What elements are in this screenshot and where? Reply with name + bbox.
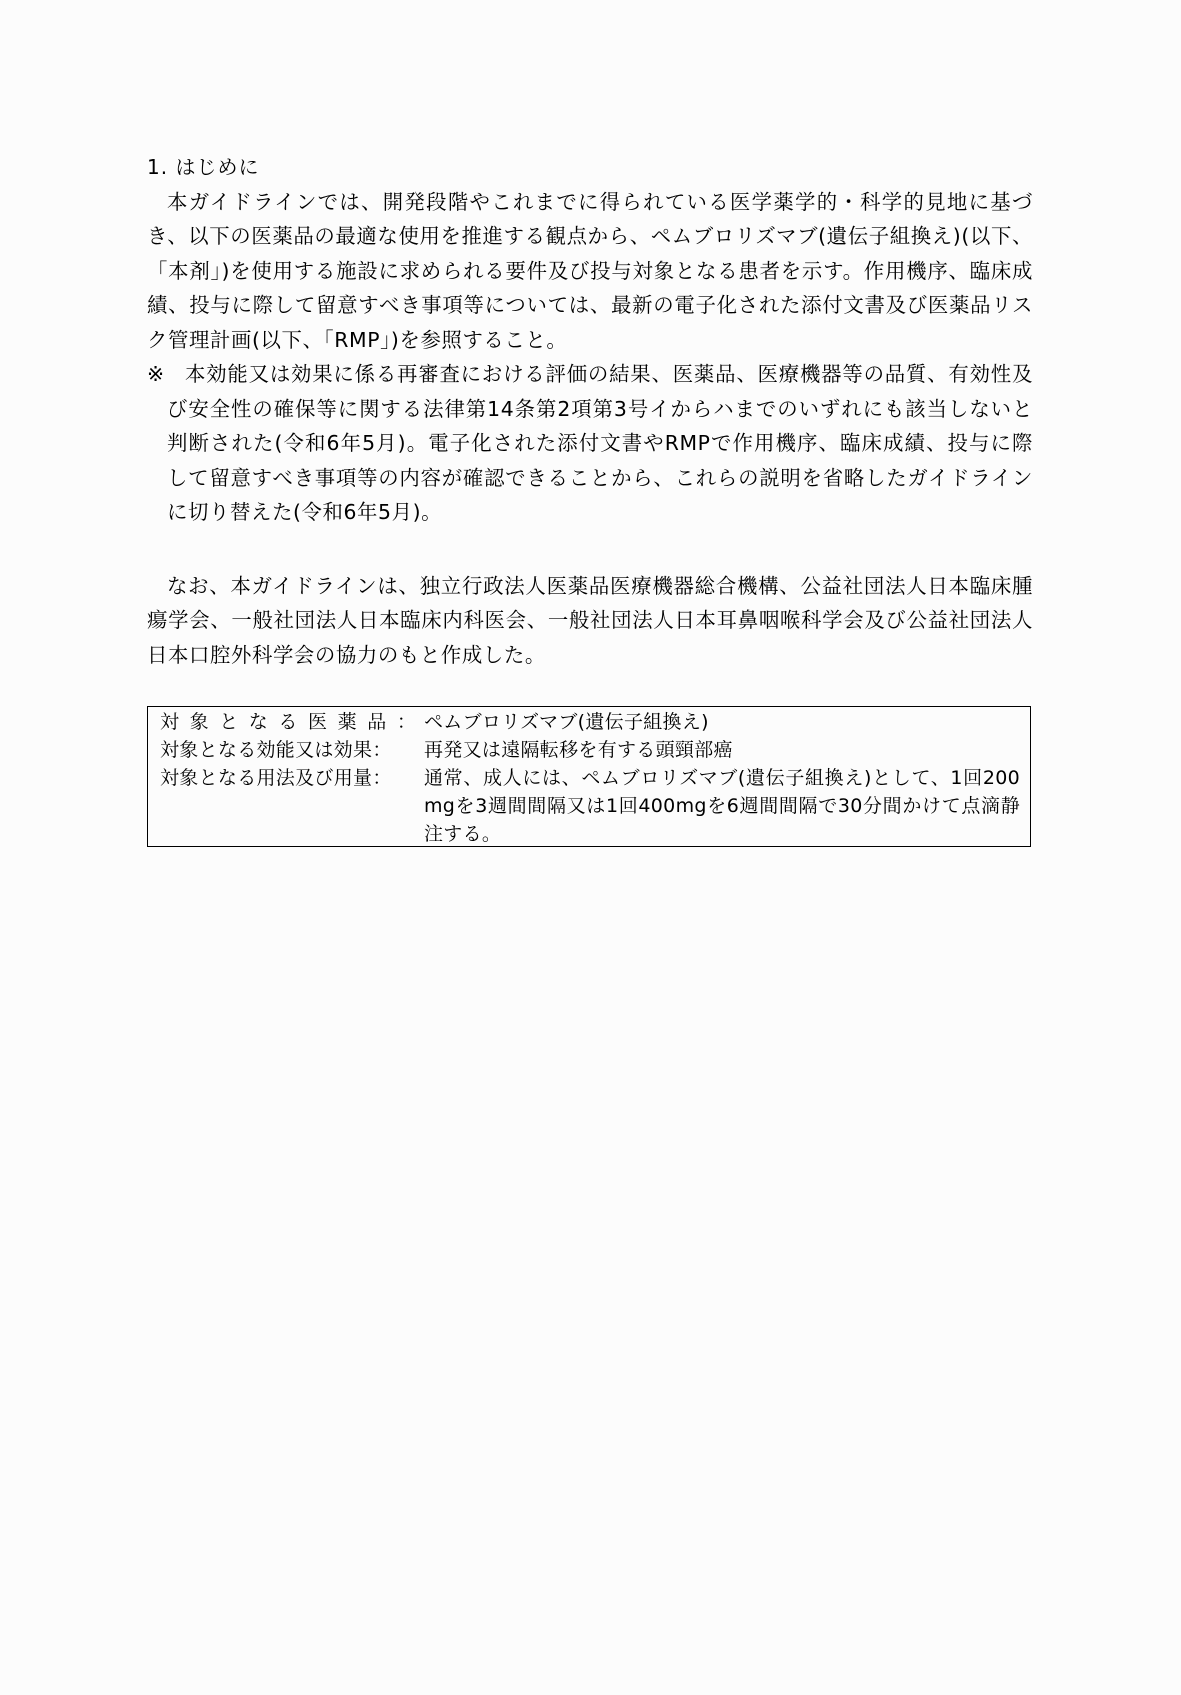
label-colon: ： xyxy=(372,767,392,789)
info-row-indication xyxy=(160,736,1020,764)
info-value-indication: 再発又は遠隔転移を有する頭頸部癌 xyxy=(424,739,733,761)
paragraph-spacer xyxy=(147,530,1033,566)
note-mark: ※ xyxy=(147,362,165,387)
label-colon: ： xyxy=(372,739,392,761)
info-label-dosage: 対象となる用法及び用量： xyxy=(160,767,392,789)
reexamination-note xyxy=(147,357,1033,530)
target-drug-info-box xyxy=(147,706,1031,847)
info-label-indication: 対象となる効能又は効果： xyxy=(160,739,392,761)
info-row-dosage xyxy=(160,764,1020,848)
note-text: 本効能又は効果に係る再審査における評価の結果、医薬品、医療機器等の品質、有効性及び安全性の確保等に関する法律第14条第2項第3号イからハまでのいずれにも該当しないと判断された(令和6年5月)。電子化された添付文書やRMPで作用機序、臨床成績、投与に際して留意すべき事項等の内容が確認できることから、これらの説明を省略したガイドラインに切り替えた(令和6年5月)。 xyxy=(167,362,1033,525)
info-value-drug: ペムブロリズマブ(遺伝子組換え) xyxy=(424,711,709,733)
info-row-drug xyxy=(160,708,1020,736)
section-heading: 1. はじめに xyxy=(147,155,260,179)
info-label-drug: 対象となる医薬品： xyxy=(160,711,416,733)
label-colon: ： xyxy=(396,711,416,733)
document-page xyxy=(147,152,1033,672)
cooperation-paragraph: なお、本ガイドラインは、独立行政法人医薬品医療機器総合機構、公益社団法人日本臨床腫瘍学会、一般社団法人日本臨床内科医会、一般社団法人日本耳鼻咽喉科学会及び公益社団法人日本口腔外科学会の協力のもと作成した。 xyxy=(147,574,1033,667)
info-value-dosage: 通常、成人には、ペムブロリズマブ(遺伝子組換え)として、1回200mgを3週間間隔又は1回400mgを6週間間隔で30分間かけて点滴静注する。 xyxy=(424,767,1020,845)
intro-paragraph: 本ガイドラインでは、開発段階やこれまでに得られている医学薬学的・科学的見地に基づき、以下の医薬品の最適な使用を推進する観点から、ペムブロリズマブ(遺伝子組換え)(以下、「本剤」)を使用する施設に求められる要件及び投与対象となる患者を示す。作用機序、臨床成績、投与に際して留意すべき事項等については、最新の電子化された添付文書及び医薬品リスク管理計画(以下、「RMP」)を参照すること。 xyxy=(147,190,1033,352)
